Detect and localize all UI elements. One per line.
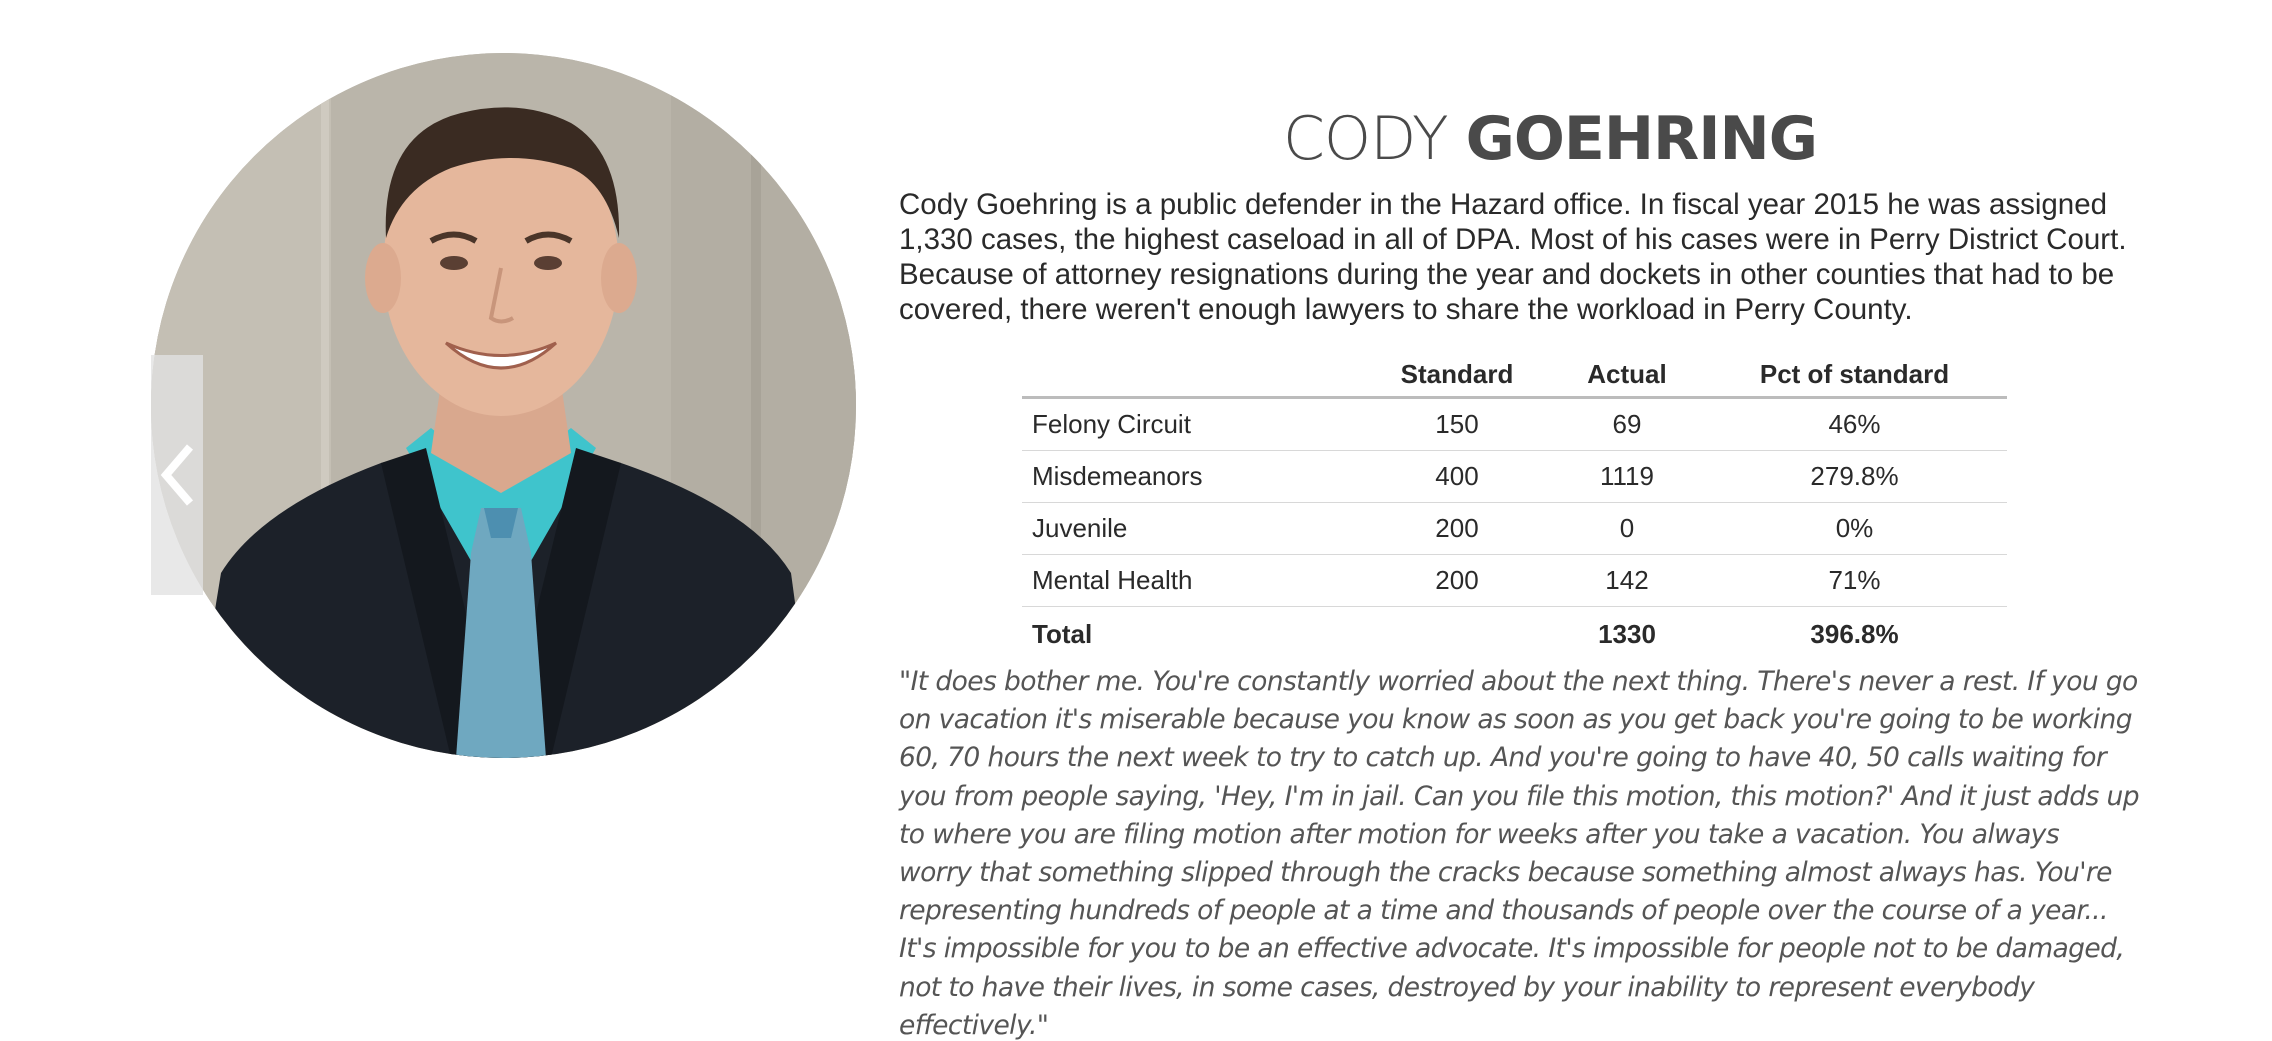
table-header: Pct of standard [1702,358,2007,398]
table-cell: 150 [1362,398,1552,451]
title-last-name: GOEHRING [1465,104,1818,174]
table-cell: Juvenile [1022,503,1362,555]
chevron-left-icon [160,443,194,507]
intro-paragraph: Cody Goehring is a public defender in the Hazard office. In fiscal year 2015 he was assigned 1,330 cases, the highest caseload in all of DPA. Most of his cases were in Perry District Court. Because of attorney resignations during the year and dockets in other counties that had to be covered, there weren't enough lawyers to share the workload in Perry County. [899,188,2127,326]
title-first-name: CODY [1282,104,1448,174]
quote-paragraph: "It does bother me. You're constantly worried about the next thing. There's never a rest. If you go on vacation it's miserable because you know as soon as you get back you're going to be working 60, 70 hours the next week to try to catch up. And you're going to have 40, 50 calls waiting for you from people saying, 'Hey, I'm in jail. Can you file this motion, this motion?' And it just adds up to where you are filing motion after motion for weeks after you take a vacation. You always worry that something slipped through the cracks because something almost always has. You're representing hundreds of people at a time and thousands of people over the course of a year... It's impossible for you to be an effective advocate. It's impossible for people not to be damaged, not to have their lives, in some cases, destroyed by your inability to represent everybody effectively." [899,666,2139,1041]
table-total-row [1022,607,2007,663]
table-cell: 400 [1362,451,1552,503]
table-cell: 142 [1552,555,1702,607]
table-row [1022,451,2007,503]
profile-photo [151,53,856,758]
table-cell: 200 [1362,503,1552,555]
table-cell: 46% [1702,398,2007,451]
table-header: Standard [1362,358,1552,398]
table-cell: Total [1032,619,1093,649]
table-header-row [1022,358,2007,398]
table-row [1022,503,2007,555]
table-header [1022,358,1362,398]
table-cell: 200 [1362,555,1552,607]
table-cell: 0% [1702,503,2007,555]
table-cell [1362,607,1552,663]
table-cell: 1330 [1598,619,1656,649]
page-title [900,96,2200,179]
table-cell: 71% [1702,555,2007,607]
table-cell: 69 [1552,398,1702,451]
table-cell: 279.8% [1702,451,2007,503]
table-cell: 1119 [1552,451,1702,503]
table-cell: Mental Health [1022,555,1362,607]
carousel-prev-button[interactable] [151,355,203,595]
table-cell: 396.8% [1810,619,1899,649]
table-cell: 0 [1552,503,1702,555]
table-cell: Misdemeanors [1022,451,1362,503]
table-header: Actual [1552,358,1702,398]
caseload-table [1022,358,2007,662]
table-row [1022,398,2007,451]
table-cell: Felony Circuit [1022,398,1362,451]
table-row [1022,555,2007,607]
